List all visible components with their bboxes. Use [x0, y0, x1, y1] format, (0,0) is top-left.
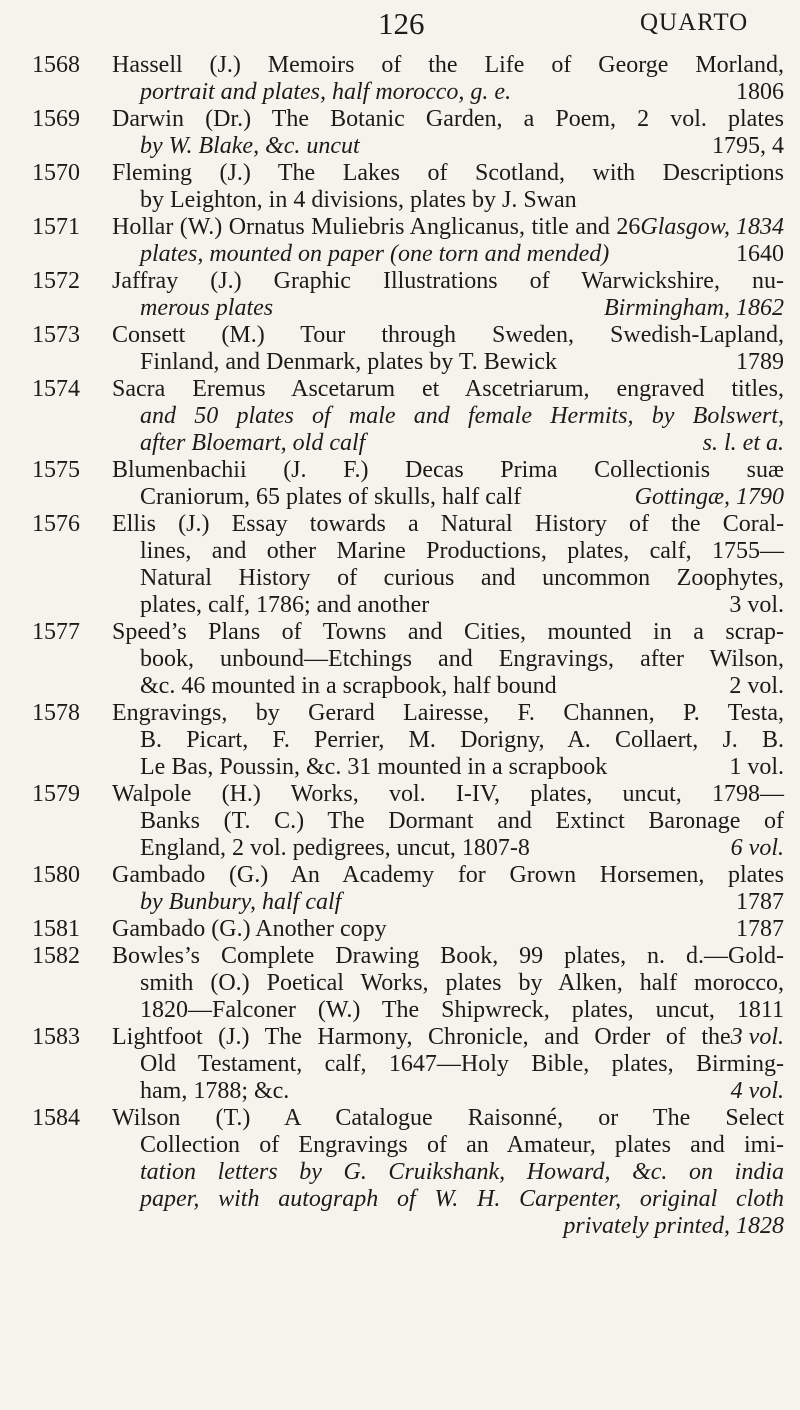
entry-line: tation letters by G. Cruikshank, Howard, &c. on india: [140, 1159, 784, 1185]
entry-line: [140, 79, 784, 106]
catalogue-entry: [0, 619, 800, 700]
entry-line: [140, 430, 784, 457]
lot-number: 1577: [32, 619, 80, 645]
entry-date: 1787: [736, 889, 784, 915]
entry-line-text: portrait and plates, half morocco, g. e.: [140, 79, 512, 105]
entry-line: [140, 484, 784, 511]
catalogue-entry: [0, 268, 800, 322]
entry-line: Wilson (T.) A Catalogue Raisonné, or The Select: [112, 1105, 784, 1131]
entry-line: Hollar (W.) Ornatus Muliebris Anglicanus, title and 26: [112, 214, 641, 240]
entry-line-text: plates, mounted on paper (one torn and mended): [140, 241, 610, 267]
entry-line: 1820—Falconer (W.) The Shipwreck, plates, uncut, 1811: [140, 997, 784, 1023]
entry-line: smith (O.) Poetical Works, plates by Alken, half morocco,: [140, 970, 784, 996]
catalogue-entry: [0, 511, 800, 619]
entry-date: 3 vol.: [730, 1024, 784, 1050]
entry-line-text: &c. 46 mounted in a scrapbook, half bound: [140, 673, 557, 699]
entry-line: [140, 835, 784, 862]
catalogue-entry: [0, 376, 800, 457]
catalogue-entry: [0, 916, 800, 943]
entry-line: [140, 673, 784, 700]
catalogue-entries: [0, 52, 800, 1240]
page-header: [0, 0, 800, 40]
entry-line: [140, 754, 784, 781]
entry-line-text: Craniorum, 65 plates of skulls, half calf: [140, 484, 522, 510]
entry-date: 1789: [736, 349, 784, 375]
lot-number: 1571: [32, 214, 80, 240]
entry-date: 3 vol.: [729, 592, 784, 618]
entry-date: 1787: [736, 916, 784, 942]
lot-number: 1583: [32, 1024, 80, 1050]
entry-line: paper, with autograph of W. H. Carpenter, original cloth: [140, 1186, 784, 1212]
lot-number: 1573: [32, 322, 80, 348]
entry-date: 6 vol.: [730, 835, 784, 861]
lot-number: 1582: [32, 943, 80, 969]
entry-line: Sacra Eremus Ascetarum et Ascetriarum, engraved titles,: [112, 376, 784, 402]
entry-date: 2 vol.: [729, 673, 784, 699]
section-title: QUARTO: [640, 9, 749, 36]
entry-line: Bowles’s Complete Drawing Book, 99 plates, n. d.—Gold-: [112, 943, 784, 969]
entry-line: Gambado (G.) An Academy for Grown Horsemen, plates: [112, 862, 784, 888]
entry-line-text: after Bloemart, old calf: [140, 430, 366, 456]
entry-line: [140, 1078, 784, 1105]
entry-date: Gottingæ, 1790: [634, 484, 784, 510]
entry-line: Fleming (J.) The Lakes of Scotland, with Descriptions: [112, 160, 784, 186]
catalogue-entry: [0, 106, 800, 160]
entry-line: lines, and other Marine Productions, plates, calf, 1755—: [140, 538, 784, 564]
page-number: 126: [378, 6, 425, 41]
entry-line: [112, 916, 784, 943]
lot-number: 1570: [32, 160, 80, 186]
entry-line-text: Gambado (G.) Another copy: [112, 916, 387, 942]
entry-line: Hassell (J.) Memoirs of the Life of George Morland,: [112, 52, 784, 78]
catalogue-entry: [0, 862, 800, 916]
entry-line: [140, 133, 784, 160]
lot-number: 1574: [32, 376, 80, 402]
entry-date: 1795, 4: [712, 133, 784, 159]
entry-date: privately printed, 1828: [563, 1213, 784, 1239]
lot-number: 1572: [32, 268, 80, 294]
lot-number: 1578: [32, 700, 80, 726]
entry-date: 1806: [736, 79, 784, 105]
entry-line-text: by W. Blake, &c. uncut: [140, 133, 360, 159]
entry-date: s. l. et a.: [702, 430, 784, 456]
catalogue-entry: [0, 322, 800, 376]
entry-line-text: merous plates: [140, 295, 274, 321]
entry-line: [140, 592, 784, 619]
entry-date: 4 vol.: [730, 1078, 784, 1104]
entry-line: by Leighton, in 4 divisions, plates by J. Swan: [140, 187, 577, 213]
entry-line-text: plates, calf, 1786; and another: [140, 592, 430, 618]
catalogue-entry: [0, 1105, 800, 1239]
entry-line-text: ham, 1788; &c.: [140, 1078, 290, 1104]
entry-line: Jaffray (J.) Graphic Illustrations of Warwickshire, nu-: [112, 268, 784, 294]
catalogue-entry: [0, 781, 800, 862]
entry-date: 1640: [736, 241, 784, 267]
lot-number: 1584: [32, 1105, 80, 1131]
entry-line: Darwin (Dr.) The Botanic Garden, a Poem, 2 vol. plates: [112, 106, 784, 132]
entry-line: Consett (M.) Tour through Sweden, Swedish-Lapland,: [112, 322, 784, 348]
entry-line: Banks (T. C.) The Dormant and Extinct Baronage of: [140, 808, 784, 834]
entry-line: Blumenbachii (J. F.) Decas Prima Collectionis suæ: [112, 457, 784, 483]
entry-line: and 50 plates of male and female Hermits, by Bolswert,: [140, 403, 784, 429]
catalogue-entry: [0, 214, 800, 268]
lot-number: 1580: [32, 862, 80, 888]
entry-line: book, unbound—Etchings and Engravings, after Wilson,: [140, 646, 784, 672]
entry-line: Engravings, by Gerard Lairesse, F. Channen, P. Testa,: [112, 700, 784, 726]
entry-line: [140, 295, 784, 322]
entry-line-text: by Bunbury, half calf: [140, 889, 342, 915]
catalogue-entry: [0, 1024, 800, 1105]
entry-line: Collection of Engravings of an Amateur, plates and imi-: [140, 1132, 784, 1158]
lot-number: 1575: [32, 457, 80, 483]
lot-number: 1579: [32, 781, 80, 807]
entry-line: Old Testament, calf, 1647—Holy Bible, plates, Birming-: [140, 1051, 784, 1077]
entry-line-text: Le Bas, Poussin, &c. 31 mounted in a scrapbook: [140, 754, 608, 780]
catalogue-entry: [0, 700, 800, 781]
entry-date: 1 vol.: [729, 754, 784, 780]
entry-line-text: England, 2 vol. pedigrees, uncut, 1807-8: [140, 835, 530, 861]
entry-line: [140, 889, 784, 916]
entry-line: [140, 349, 784, 376]
lot-number: 1576: [32, 511, 80, 537]
entry-date: Birmingham, 1862: [604, 295, 784, 321]
lot-number: 1569: [32, 106, 80, 132]
entry-line: Ellis (J.) Essay towards a Natural History of the Coral-: [112, 511, 784, 537]
entry-line: Walpole (H.) Works, vol. I-IV, plates, uncut, 1798—: [112, 781, 784, 807]
entry-line: Speed’s Plans of Towns and Cities, mounted in a scrap-: [112, 619, 784, 645]
entry-line: Lightfoot (J.) The Harmony, Chronicle, and Order of the: [112, 1024, 731, 1050]
catalogue-entry: [0, 52, 800, 106]
entry-date: Glasgow, 1834: [640, 214, 784, 240]
lot-number: 1581: [32, 916, 80, 942]
entry-line: B. Picart, F. Perrier, M. Dorigny, A. Collaert, J. B.: [140, 727, 784, 753]
lot-number: 1568: [32, 52, 80, 78]
entry-line: [140, 241, 784, 268]
catalogue-entry: [0, 457, 800, 511]
entry-line-text: Finland, and Denmark, plates by T. Bewick: [140, 349, 558, 375]
entry-line: Natural History of curious and uncommon Zoophytes,: [140, 565, 784, 591]
